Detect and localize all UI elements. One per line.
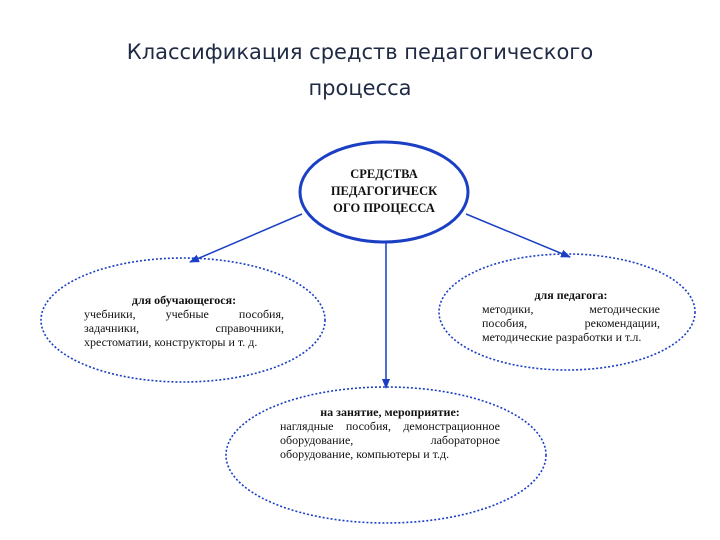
bottom-r2-word-1: оборудование,: [280, 433, 354, 447]
right-row-1: [482, 302, 660, 316]
left-r1-word-1: учебники,: [84, 307, 136, 321]
left-row-2: [84, 321, 284, 335]
bottom-r1-word-2: пособия,: [345, 419, 391, 433]
center-line-1: СРЕДСТВА: [350, 167, 418, 181]
bottom-node-heading: на занятие, мероприятие:: [320, 405, 460, 419]
left-r2-word-1: задачники,: [84, 321, 140, 335]
right-r2-word-1: пособия,: [482, 316, 528, 330]
left-node-heading: для обучающегося:: [131, 293, 237, 307]
right-row-3: методические разработки и т.л.: [482, 330, 642, 344]
right-row-2: [482, 316, 660, 330]
right-node-heading: для педагога:: [534, 288, 608, 302]
bottom-row-3: оборудование, компьютеры и т.д.: [280, 447, 450, 461]
title-line-2: процесса: [308, 76, 412, 100]
left-row-1: [84, 307, 284, 321]
bottom-node-text: [280, 405, 500, 461]
left-node-text: [84, 293, 284, 349]
bottom-row-1: [280, 419, 500, 433]
arrow-to-left-node: [190, 214, 302, 262]
right-r1-word-2: методические: [589, 302, 660, 316]
center-node-label: [318, 166, 450, 217]
right-r1-word-1: методики,: [482, 302, 534, 316]
bottom-r1-word-1: наглядные: [280, 419, 334, 433]
bottom-r2-word-2: лабораторное: [430, 433, 500, 447]
bottom-row-2: [280, 433, 500, 447]
center-line-3: ОГО ПРОЦЕССА: [333, 201, 435, 215]
left-r1-word-3: пособия,: [238, 307, 284, 321]
left-row-3: хрестоматии, конструкторы и т. д.: [84, 335, 258, 349]
center-line-2: ПЕДАГОГИЧЕСК: [330, 184, 438, 198]
right-r2-word-2: рекомендации,: [584, 316, 660, 330]
right-node-text: [482, 288, 660, 344]
left-r2-word-2: справочники,: [215, 321, 284, 335]
left-r1-word-2: учебные: [165, 307, 209, 321]
bottom-r1-word-3: демонстрационное: [403, 419, 500, 433]
title-line-1: Классификация средств педагогического: [126, 40, 594, 64]
arrow-to-right-node: [466, 214, 570, 257]
